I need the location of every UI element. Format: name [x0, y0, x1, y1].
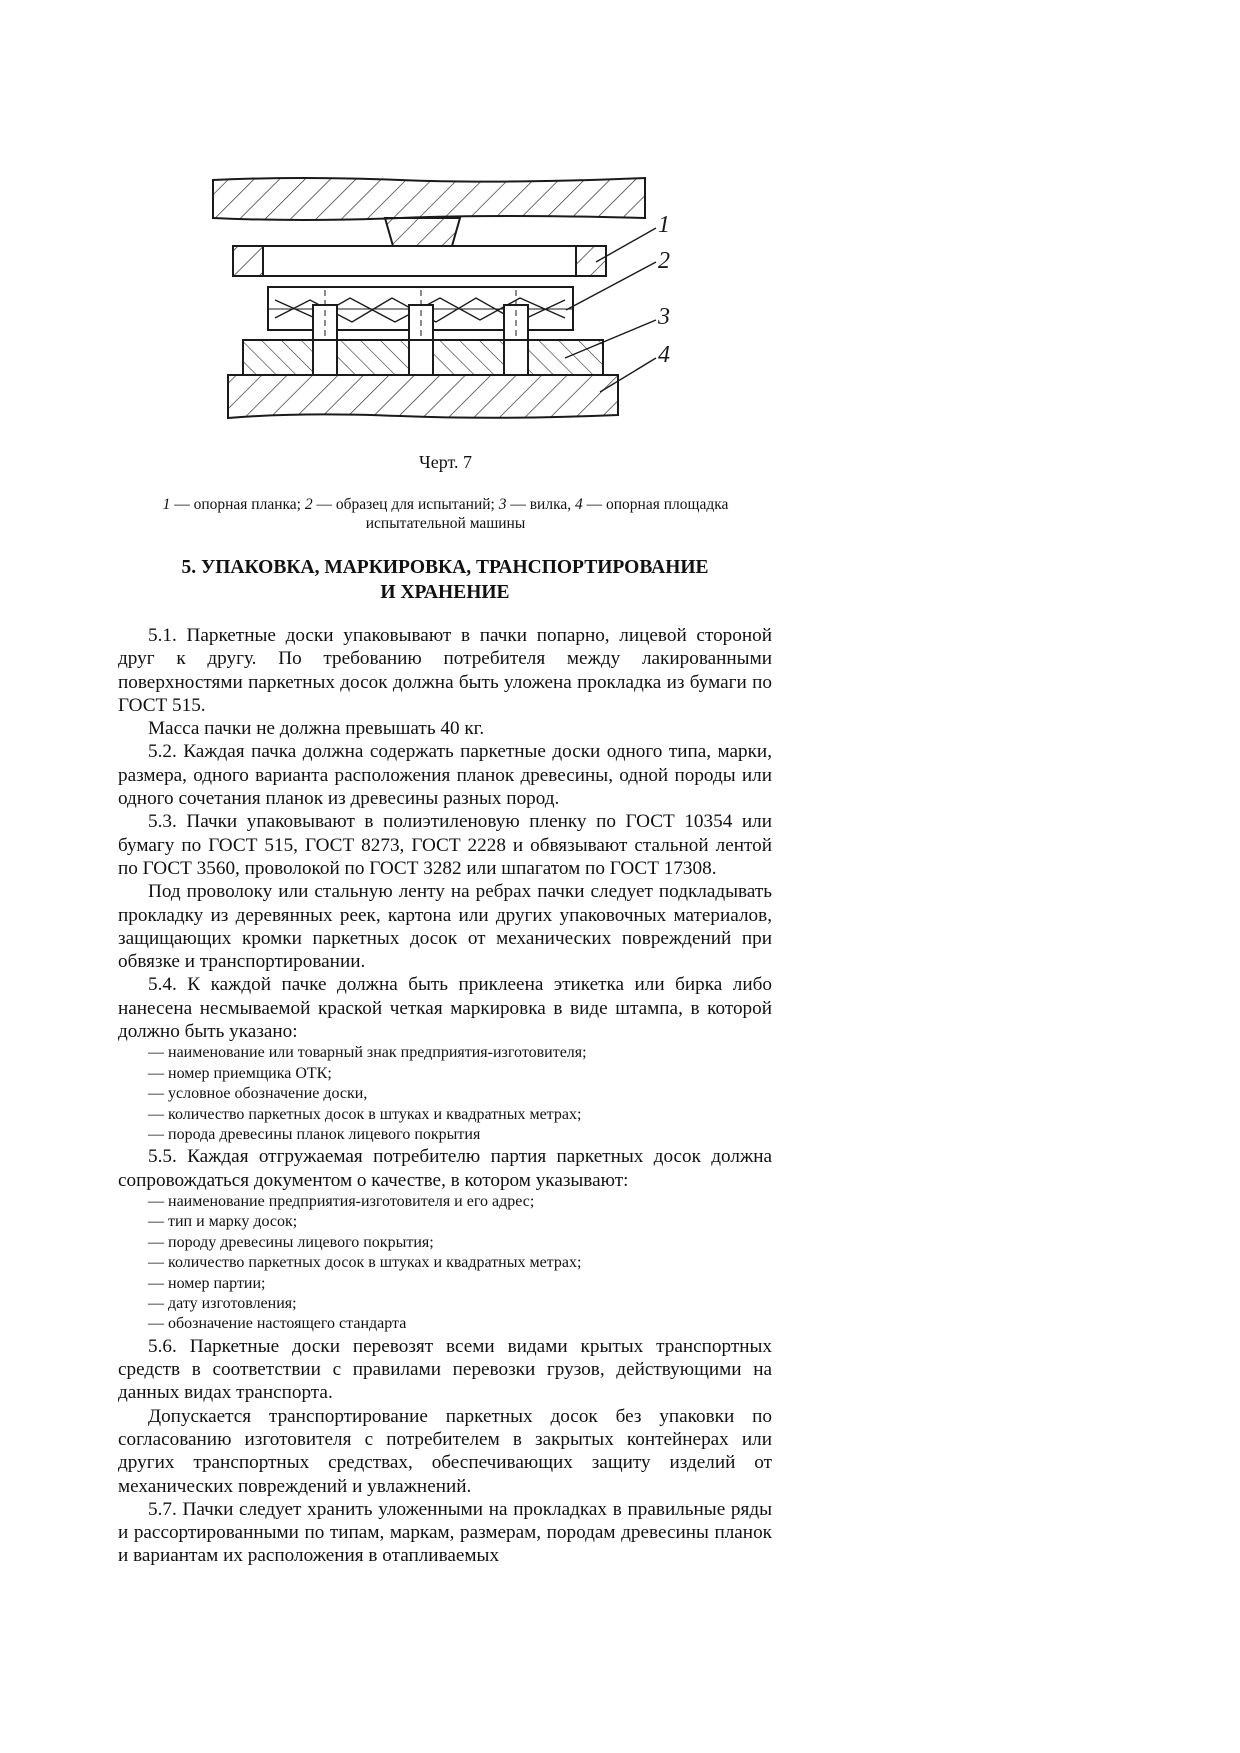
legend-text-3: — вилка,	[506, 496, 576, 513]
paragraph-5-7: 5.7. Пачки следует хранить уложенными на прокладках в правильные ряды и рассортированными по типам, маркам, размерам, породам древесины планок и вариантам их расположения в отапливаемых	[118, 1498, 772, 1567]
paragraph-5-5: 5.5. Каждая отгружаемая потребителю партия паркетных досок должна сопровождаться документом о качестве, в котором указывают:	[118, 1146, 772, 1191]
callout-4: 4	[658, 342, 670, 368]
list-item: — номер приемщика ОТК;	[118, 1064, 772, 1084]
list-item: — условное обозначение доски,	[118, 1084, 772, 1104]
list-item: — номер партии;	[118, 1274, 772, 1294]
figure-legend	[130, 495, 761, 533]
paragraph-under-wire: Под проволоку или стальную ленту на ребрах пачки следует подкладывать прокладку из деревянных реек, картона или других упаковочных материалов, защищающих кромки паркетных досок от механических повреждений при обвязке и транспортировании.	[118, 881, 772, 973]
section-title-line-2: И ХРАНЕНИЕ	[380, 582, 510, 603]
center-post	[385, 218, 460, 246]
paragraph-5-6: 5.6. Паркетные доски перевозят всеми видами крытых транспортных средств в соответствии с правилами перевозки грузов, действующими на данных видах транспорта.	[118, 1335, 772, 1404]
test-press-drawing	[200, 160, 700, 440]
upper-press-plate	[213, 178, 645, 220]
callout-3: 3	[658, 304, 670, 330]
legend-text-1: — опорная планка;	[170, 496, 305, 513]
paragraph-unpacked-transport: Допускается транспортирование паркетных досок без упаковки по согласованию изготовителя с потребителем в закрытых контейнерах или других транспортных средствах, обеспечивающих защиту изделий от механических повреждений и увлажнений.	[118, 1405, 772, 1497]
list-item: — дату изготовления;	[118, 1294, 772, 1314]
list-item: — количество паркетных досок в штуках и квадратных метрах;	[118, 1105, 772, 1125]
support-bar	[233, 246, 606, 276]
figure-caption: Черт. 7	[419, 452, 472, 472]
paragraph-5-1: 5.1. Паркетные доски упаковывают в пачки попарно, лицевой стороной друг к другу. По требованию потребителя между лакированными поверхностями паркетных досок должна быть уложена прокладка из бумаги по ГОСТ 515.	[118, 625, 772, 716]
callout-2: 2	[658, 248, 670, 274]
callout-1: 1	[658, 212, 670, 238]
legend-text-2: — образец для испытаний;	[312, 496, 499, 513]
section-title	[118, 555, 772, 605]
quality-document-list	[118, 1192, 772, 1335]
list-item: — наименование предприятия-изготовителя и его адрес;	[118, 1192, 772, 1212]
marking-list	[118, 1043, 772, 1145]
legend-num-1: 1	[162, 496, 171, 513]
legend-num-3: 3	[498, 496, 507, 513]
legend-num-2: 2	[304, 496, 313, 513]
section-body	[118, 624, 772, 1568]
list-item: — порода древесины планок лицевого покрытия	[118, 1125, 772, 1145]
list-item: — обозначение настоящего стандарта	[118, 1314, 772, 1334]
paragraph-mass: Масса пачки не должна превышать 40 кг.	[148, 718, 485, 740]
paragraph-5-2: 5.2. Каждая пачка должна содержать паркетные доски одного типа, марки, размера, одного варианта расположения планок древесины, одной породы или одного сочетания планок из древесины разных пород.	[118, 741, 772, 810]
list-item: — количество паркетных досок в штуках и квадратных метрах;	[118, 1253, 772, 1273]
legend-text-4: — опорная площадка испытательной машины	[365, 496, 729, 532]
list-item: — тип и марку досок;	[118, 1212, 772, 1232]
list-item: — наименование или товарный знак предприятия-изготовителя;	[118, 1043, 772, 1063]
paragraph-5-3: 5.3. Пачки упаковывают в полиэтиленовую пленку по ГОСТ 10354 или бумагу по ГОСТ 515, ГОСТ 8273, ГОСТ 2228 и обвязывают стальной лентой по ГОСТ 3560, проволокой по ГОСТ 3282 или шпагатом по ГОСТ 17308.	[118, 811, 772, 879]
machine-base-plate	[228, 375, 618, 418]
paragraph-5-4: 5.4. К каждой пачке должна быть приклеена этикетка или бирка либо нанесена несмываемой краской четкая маркировка в виде штампа, в которой должно быть указано:	[118, 974, 772, 1043]
legend-num-4: 4	[575, 496, 583, 513]
list-item: — породу древесины лицевого покрытия;	[118, 1233, 772, 1253]
section-title-line-1: 5. УПАКОВКА, МАРКИРОВКА, ТРАНСПОРТИРОВАНИЕ	[181, 557, 709, 578]
